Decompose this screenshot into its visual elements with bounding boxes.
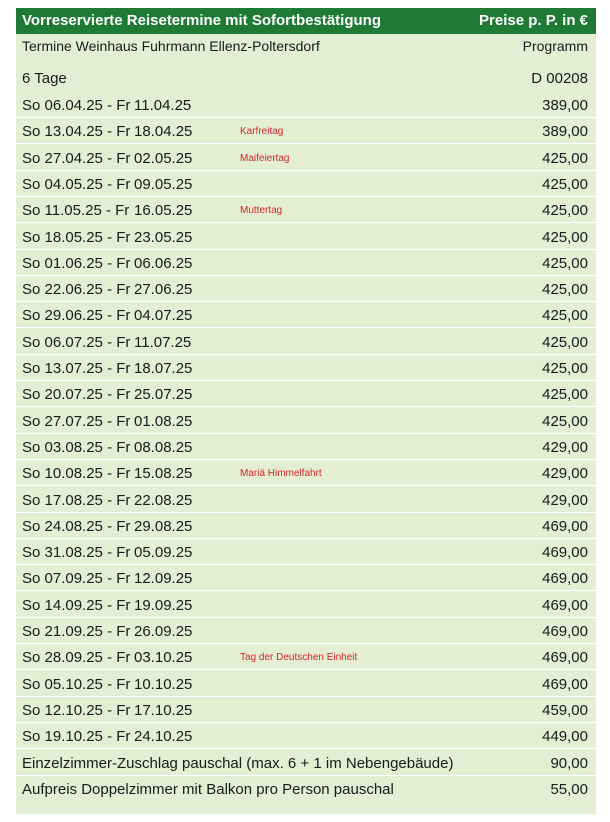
price-value: 469,00 xyxy=(542,675,588,693)
surcharge-label: Einzelzimmer-Zuschlag pauschal (max. 6 + 1 im Nebengebäude) xyxy=(22,754,454,772)
table-row xyxy=(16,381,596,407)
date-to: 11.07.25 xyxy=(134,333,192,351)
price-value: 425,00 xyxy=(542,175,588,193)
price-value: 429,00 xyxy=(542,465,588,483)
date-to: 12.09.25 xyxy=(134,570,193,588)
date-to: 06.06.25 xyxy=(134,254,193,272)
table-title: Vorreservierte Reisetermine mit Sofortbestätigung xyxy=(22,12,381,29)
date-from: So 10.08.25 - Fr xyxy=(22,465,131,483)
table-row xyxy=(16,250,596,276)
holiday-note: Maifeiertag xyxy=(240,152,290,164)
date-to: 17.10.25 xyxy=(134,701,193,719)
date-from: So 06.04.25 - Fr xyxy=(22,97,131,114)
date-from: So 31.08.25 - Fr xyxy=(22,544,131,562)
price-value: 469,00 xyxy=(542,623,588,640)
table-row xyxy=(16,565,596,591)
date-to: 27.06.25 xyxy=(134,281,193,299)
price-value: 469,00 xyxy=(542,517,588,535)
holiday-note: Mariä Himmelfahrt xyxy=(240,468,322,480)
date-to: 18.07.25 xyxy=(134,360,193,377)
price-value: 425,00 xyxy=(542,228,588,246)
table-row xyxy=(16,460,596,486)
table-row xyxy=(16,671,596,697)
duration: 6 Tage xyxy=(22,70,67,87)
hotel-name: Termine Weinhaus Fuhrmann Ellenz-Poltersdorf xyxy=(22,38,320,54)
price-value: 469,00 xyxy=(542,649,588,667)
table-row xyxy=(16,302,596,328)
table-row xyxy=(16,618,596,644)
table-row xyxy=(16,644,596,670)
date-from: So 11.05.25 - Fr xyxy=(22,202,130,220)
date-to: 26.09.25 xyxy=(134,623,193,640)
date-to: 19.09.25 xyxy=(134,596,193,614)
date-from: So 22.06.25 - Fr xyxy=(22,281,131,299)
date-from: So 13.04.25 - Fr xyxy=(22,123,131,141)
price-table xyxy=(16,8,596,814)
price-value: 429,00 xyxy=(542,491,588,509)
date-from: So 01.06.25 - Fr xyxy=(22,254,131,272)
table-row xyxy=(16,487,596,513)
price-value: 425,00 xyxy=(542,149,588,167)
date-from: So 06.07.25 - Fr xyxy=(22,333,131,351)
table-row xyxy=(16,329,596,355)
date-from: So 27.07.25 - Fr xyxy=(22,412,131,430)
price-value: 425,00 xyxy=(542,412,588,430)
table-row xyxy=(16,92,596,118)
table-row xyxy=(16,434,596,460)
date-to: 02.05.25 xyxy=(134,149,193,167)
date-from: So 20.07.25 - Fr xyxy=(22,386,131,404)
price-value: 425,00 xyxy=(542,307,588,325)
date-from: So 18.05.25 - Fr xyxy=(22,228,131,246)
date-from: So 17.08.25 - Fr xyxy=(22,491,131,509)
date-from: So 29.06.25 - Fr xyxy=(22,307,131,325)
price-value: 425,00 xyxy=(542,333,588,351)
hotel-row xyxy=(16,34,596,60)
price-value: 469,00 xyxy=(542,596,588,614)
date-from: So 24.08.25 - Fr xyxy=(22,517,131,535)
date-from: So 13.07.25 - Fr xyxy=(22,360,131,377)
date-to: 23.05.25 xyxy=(134,228,193,246)
surcharge-label: Aufpreis Doppelzimmer mit Balkon pro Person pauschal xyxy=(22,780,394,798)
surcharge-row xyxy=(16,776,596,802)
price-value: 389,00 xyxy=(542,123,588,141)
date-to: 03.10.25 xyxy=(134,649,193,667)
price-value: 425,00 xyxy=(542,202,588,220)
price-value: 469,00 xyxy=(542,570,588,588)
table-row xyxy=(16,118,596,144)
date-from: So 21.09.25 - Fr xyxy=(22,623,131,640)
table-row xyxy=(16,355,596,381)
surcharge-row xyxy=(16,750,596,776)
price-value: 425,00 xyxy=(542,254,588,272)
date-from: So 19.10.25 - Fr xyxy=(22,728,131,746)
table-row xyxy=(16,171,596,197)
table-row xyxy=(16,539,596,565)
date-to: 10.10.25 xyxy=(134,675,193,693)
date-to: 24.10.25 xyxy=(134,728,193,746)
date-to: 04.07.25 xyxy=(134,307,193,325)
price-value: 429,00 xyxy=(542,438,588,456)
date-to: 11.04.25 xyxy=(134,97,192,114)
table-row xyxy=(16,197,596,223)
table-row xyxy=(16,723,596,749)
table-row xyxy=(16,697,596,723)
price-value: 425,00 xyxy=(542,281,588,299)
price-value: 425,00 xyxy=(542,386,588,404)
date-from: So 27.04.25 - Fr xyxy=(22,149,131,167)
table-row xyxy=(16,513,596,539)
date-from: So 14.09.25 - Fr xyxy=(22,596,131,614)
surcharge-price: 55,00 xyxy=(550,780,588,798)
date-to: 16.05.25 xyxy=(134,202,193,220)
table-row xyxy=(16,145,596,171)
date-to: 08.08.25 xyxy=(134,438,193,456)
table-row xyxy=(16,224,596,250)
price-value: 459,00 xyxy=(542,701,588,719)
table-row xyxy=(16,276,596,302)
holiday-note: Muttertag xyxy=(240,205,283,217)
date-to: 29.08.25 xyxy=(134,517,193,535)
programm-label: Programm xyxy=(522,38,588,54)
date-from: So 05.10.25 - Fr xyxy=(22,675,131,693)
price-value: 469,00 xyxy=(542,544,588,562)
price-unit-label: Preise p. P. in € xyxy=(479,12,588,29)
holiday-note: Karfreitag xyxy=(240,126,284,138)
date-to: 05.09.25 xyxy=(134,544,193,562)
table-header xyxy=(16,8,596,34)
date-from: So 07.09.25 - Fr xyxy=(22,570,131,588)
program-code: D 00208 xyxy=(531,70,588,87)
date-to: 15.08.25 xyxy=(134,465,193,483)
date-to: 09.05.25 xyxy=(134,175,193,193)
date-to: 18.04.25 xyxy=(134,123,193,141)
date-from: So 04.05.25 - Fr xyxy=(22,175,131,193)
holiday-note: Tag der Deutschen Einheit xyxy=(240,652,358,664)
duration-row xyxy=(16,60,596,90)
price-value: 389,00 xyxy=(542,97,588,114)
date-from: So 12.10.25 - Fr xyxy=(22,701,131,719)
table-row xyxy=(16,408,596,434)
surcharge-price: 90,00 xyxy=(550,754,588,772)
price-value: 425,00 xyxy=(542,360,588,377)
price-value: 449,00 xyxy=(542,728,588,746)
date-to: 01.08.25 xyxy=(134,412,193,430)
date-to: 25.07.25 xyxy=(134,386,193,404)
date-to: 22.08.25 xyxy=(134,491,193,509)
table-row xyxy=(16,592,596,618)
date-from: So 03.08.25 - Fr xyxy=(22,438,131,456)
date-from: So 28.09.25 - Fr xyxy=(22,649,131,667)
